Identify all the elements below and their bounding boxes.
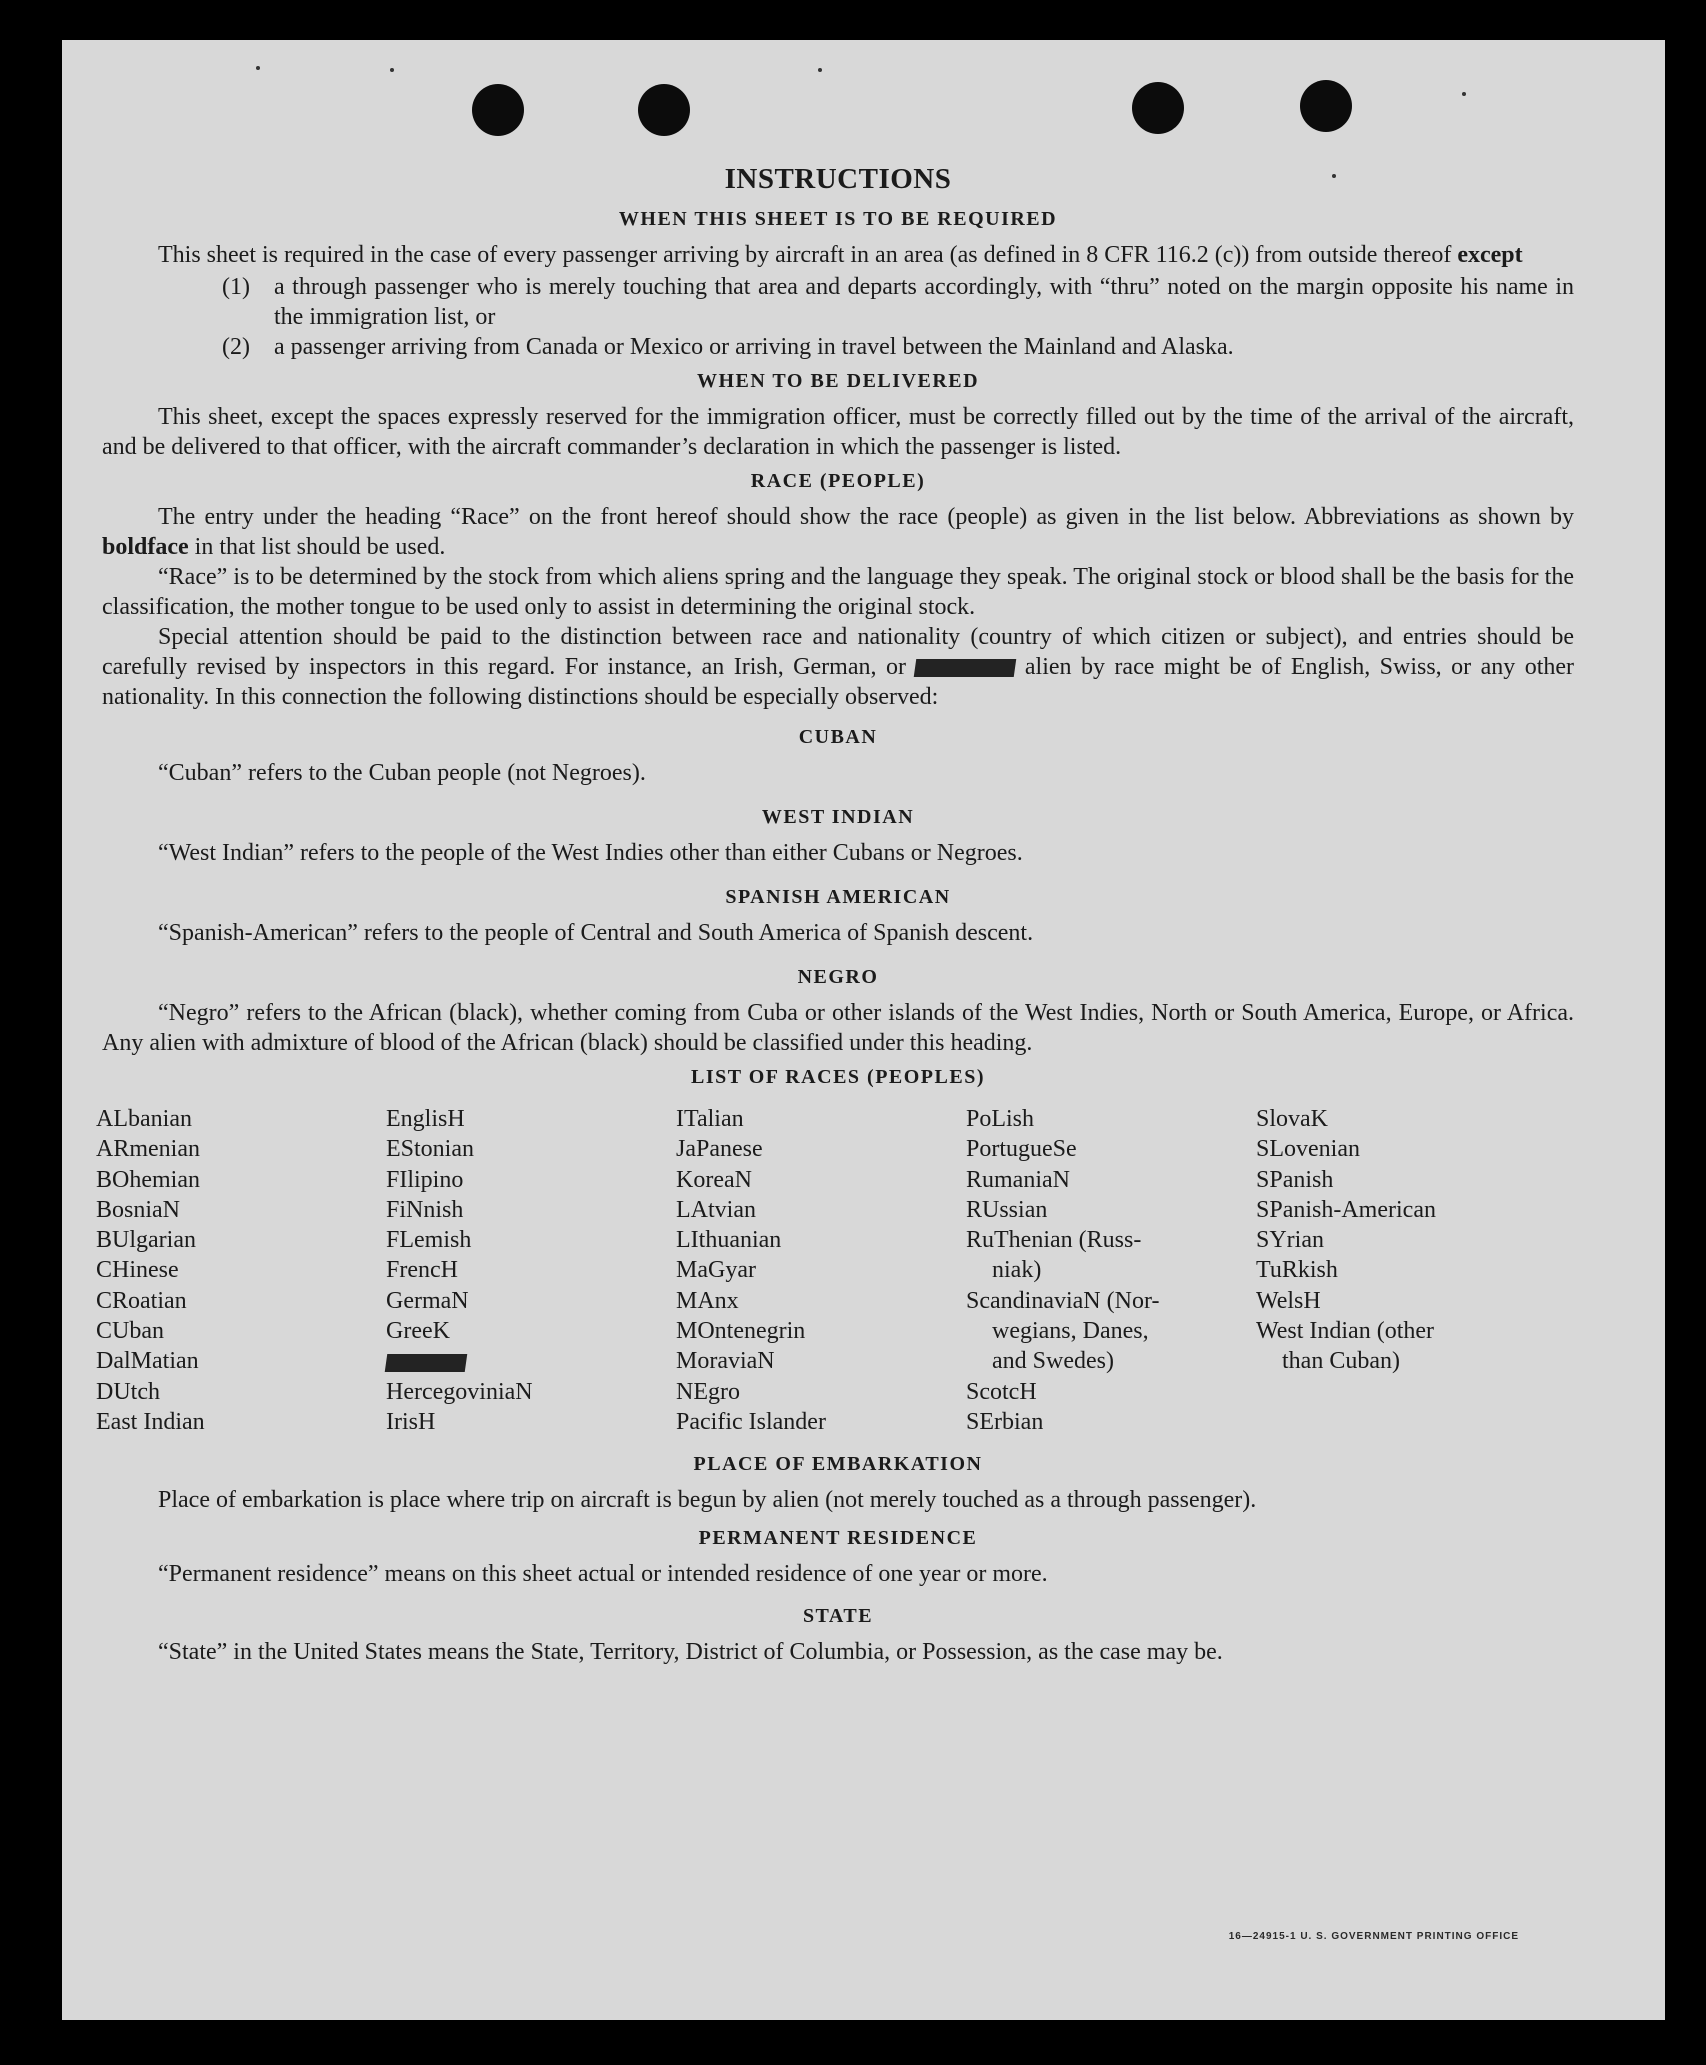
races-column-4 xyxy=(966,1104,1256,1437)
races-list xyxy=(96,1104,1574,1437)
race-entry-continued: and Swedes) xyxy=(992,1348,1114,1375)
races-column-1 xyxy=(96,1104,386,1437)
speck xyxy=(1462,92,1466,96)
race-entry: PortugueSe xyxy=(966,1136,1077,1163)
race-entry: NEgro xyxy=(676,1378,740,1405)
race-entry: SYrian xyxy=(1256,1227,1324,1254)
item-text: a passenger arriving from Canada or Mexico or arriving in travel between the Mainland and Alaska. xyxy=(274,334,1234,360)
cuban-text: “Cuban” refers to the Cuban people (not Negroes). xyxy=(158,760,646,786)
speck xyxy=(390,68,394,72)
race-entry: ScotcH xyxy=(966,1378,1037,1405)
race-paragraph-1: The entry under the heading “Race” on the front hereof should show the race (people) as given in the list below. Abbreviations as shown by boldface in that list should be used. xyxy=(102,504,1574,560)
race-entry: DalMatian xyxy=(96,1348,199,1375)
race-entry: BosniaN xyxy=(96,1196,180,1223)
section-heading-when-required: WHEN THIS SHEET IS TO BE REQUIRED xyxy=(618,208,1058,230)
race-entry: SErbian xyxy=(966,1408,1044,1435)
race-entry: FrencH xyxy=(386,1257,458,1284)
item-number: (1) xyxy=(222,274,250,300)
negro-text: “Negro” refers to the African (black), whether coming from Cuba or other islands of the West Indies, North or South America, Europe, or Africa. Any alien with admixture of blood of the African (black) should be classified under this heading. xyxy=(102,1000,1574,1056)
race-entry: GermaN xyxy=(386,1287,469,1314)
race-entry: ARmenian xyxy=(96,1136,200,1163)
when-required-intro: This sheet is required in the case of every passenger arriving by aircraft in an area (as defined in 8 CFR 116.2 (c)) from outside thereof except xyxy=(158,242,1523,268)
race-entry: MOntenegrin xyxy=(676,1318,806,1345)
punch-hole xyxy=(1132,82,1184,134)
race-entry: WelsH xyxy=(1256,1287,1321,1314)
race-entry: CHinese xyxy=(96,1257,179,1284)
redaction-mark xyxy=(385,1354,468,1372)
race-entry: CRoatian xyxy=(96,1287,187,1314)
printer-imprint: 16—24915-1 U. S. GOVERNMENT PRINTING OFFICE xyxy=(1228,1931,1519,1942)
race-entry: SLovenian xyxy=(1256,1136,1360,1163)
race-entry: CUban xyxy=(96,1318,164,1345)
races-column-5 xyxy=(1256,1104,1546,1437)
section-heading-negro: NEGRO xyxy=(797,966,879,988)
section-heading-race: RACE (PEOPLE) xyxy=(750,470,926,492)
section-heading-when-delivered: WHEN TO BE DELIVERED xyxy=(696,370,980,392)
race-entry: MoraviaN xyxy=(676,1348,775,1375)
section-heading-residence: PERMANENT RESIDENCE xyxy=(698,1527,978,1550)
race-entry: SPanish-American xyxy=(1256,1196,1436,1223)
race-entry: LIthuanian xyxy=(676,1227,782,1254)
race-entry: SPanish xyxy=(1256,1166,1334,1193)
speck xyxy=(818,68,822,72)
item-text: a through passenger who is merely touching that area and departs accordingly, with “thru” noted on the margin opposite his name in the immigration list, or xyxy=(274,274,1574,330)
punch-hole xyxy=(638,84,690,136)
spanish-american-text: “Spanish-American” refers to the people of Central and South America of Spanish descent. xyxy=(158,920,1034,946)
west-indian-text: “West Indian” refers to the people of the West Indies other than either Cubans or Negroes. xyxy=(158,840,1023,866)
race-entry-continued: than Cuban) xyxy=(1282,1348,1400,1375)
section-heading-spanish-american: SPANISH AMERICAN xyxy=(725,886,951,908)
race-entry: HercegoviniaN xyxy=(386,1378,533,1405)
section-heading-west-indian: WEST INDIAN xyxy=(761,806,915,828)
section-heading-embarkation: PLACE OF EMBARKATION xyxy=(693,1453,983,1476)
race-entry: JaPanese xyxy=(676,1136,763,1163)
race-entry: FiNnish xyxy=(386,1196,464,1223)
race-entry: ALbanian xyxy=(96,1106,192,1132)
race-entry-continued: wegians, Danes, xyxy=(992,1318,1149,1345)
race-entry: FLemish xyxy=(386,1227,472,1254)
redaction-mark xyxy=(914,659,1017,677)
race-entry: KoreaN xyxy=(676,1166,752,1193)
race-entry: DUtch xyxy=(96,1378,160,1405)
race-entry: SlovaK xyxy=(1256,1106,1328,1132)
race-entry-redacted xyxy=(386,1346,676,1376)
race-entry: East Indian xyxy=(96,1408,205,1435)
race-entry: ScandinaviaN (Nor- xyxy=(966,1287,1160,1314)
race-entry: FIlipino xyxy=(386,1166,464,1193)
race-entry: West Indian (other xyxy=(1256,1318,1435,1345)
section-heading-cuban: CUBAN xyxy=(798,726,878,748)
residence-text: “Permanent residence” means on this sheet actual or intended residence of one year or more. xyxy=(158,1561,1048,1588)
race-entry: Pacific Islander xyxy=(676,1408,826,1435)
race-paragraph-3: Special attention should be paid to the distinction between race and nationality (country of which citizen or subject), and entries should be carefully revised by inspectors in this regard. For instance, an Irish, German, or alien by race might be of English, Swiss, or any other nationality. In this connection the following distinctions should be especially observed: xyxy=(102,624,1575,710)
race-paragraph-2: “Race” is to be determined by the stock from which aliens spring and the language they speak. The original stock or blood shall be the basis for the classification, the mother tongue to be used only to assist in determining the original stock. xyxy=(102,564,1574,620)
when-delivered-text: This sheet, except the spaces expressly reserved for the immigration officer, must be correctly filled out by the time of the arrival of the aircraft, and be delivered to that officer, with the aircraft commander’s declaration in which the passenger is listed. xyxy=(102,404,1574,460)
race-entry: GreeK xyxy=(386,1318,450,1345)
item-number: (2) xyxy=(222,334,250,360)
race-entry: EStonian xyxy=(386,1136,474,1163)
races-column-3 xyxy=(676,1104,966,1437)
race-entry: RuThenian (Russ- xyxy=(966,1227,1142,1254)
race-entry: MAnx xyxy=(676,1287,739,1314)
document-body xyxy=(96,163,1575,1667)
speck xyxy=(256,66,260,70)
race-entry: RUssian xyxy=(966,1196,1048,1223)
race-entry: IrisH xyxy=(386,1408,436,1435)
race-entry: ITalian xyxy=(676,1106,744,1132)
punch-hole xyxy=(1300,80,1352,132)
race-entry: EnglisH xyxy=(386,1106,465,1132)
embarkation-text: Place of embarkation is place where trip on aircraft is begun by alien (not merely touched as a through passenger). xyxy=(158,1487,1257,1514)
race-entry-continued: niak) xyxy=(992,1257,1042,1284)
page-title: INSTRUCTIONS xyxy=(724,163,952,195)
punch-hole xyxy=(472,84,524,136)
race-entry: LAtvian xyxy=(676,1196,756,1223)
race-entry: BUlgarian xyxy=(96,1227,196,1254)
exception-item-1 xyxy=(222,272,1574,332)
race-entry: PoLish xyxy=(966,1106,1035,1132)
race-entry: RumaniaN xyxy=(966,1166,1070,1193)
races-column-2 xyxy=(386,1104,676,1437)
section-heading-races-list: LIST OF RACES (PEOPLES) xyxy=(690,1066,985,1088)
race-entry: TuRkish xyxy=(1256,1257,1338,1284)
race-entry: BOhemian xyxy=(96,1166,200,1193)
section-heading-state: STATE xyxy=(802,1605,874,1628)
state-text: “State” in the United States means the State, Territory, District of Columbia, or Possession, as the case may be. xyxy=(158,1639,1223,1666)
document-page xyxy=(62,40,1665,2020)
race-entry: MaGyar xyxy=(676,1257,756,1284)
exception-item-2 xyxy=(222,332,1574,362)
